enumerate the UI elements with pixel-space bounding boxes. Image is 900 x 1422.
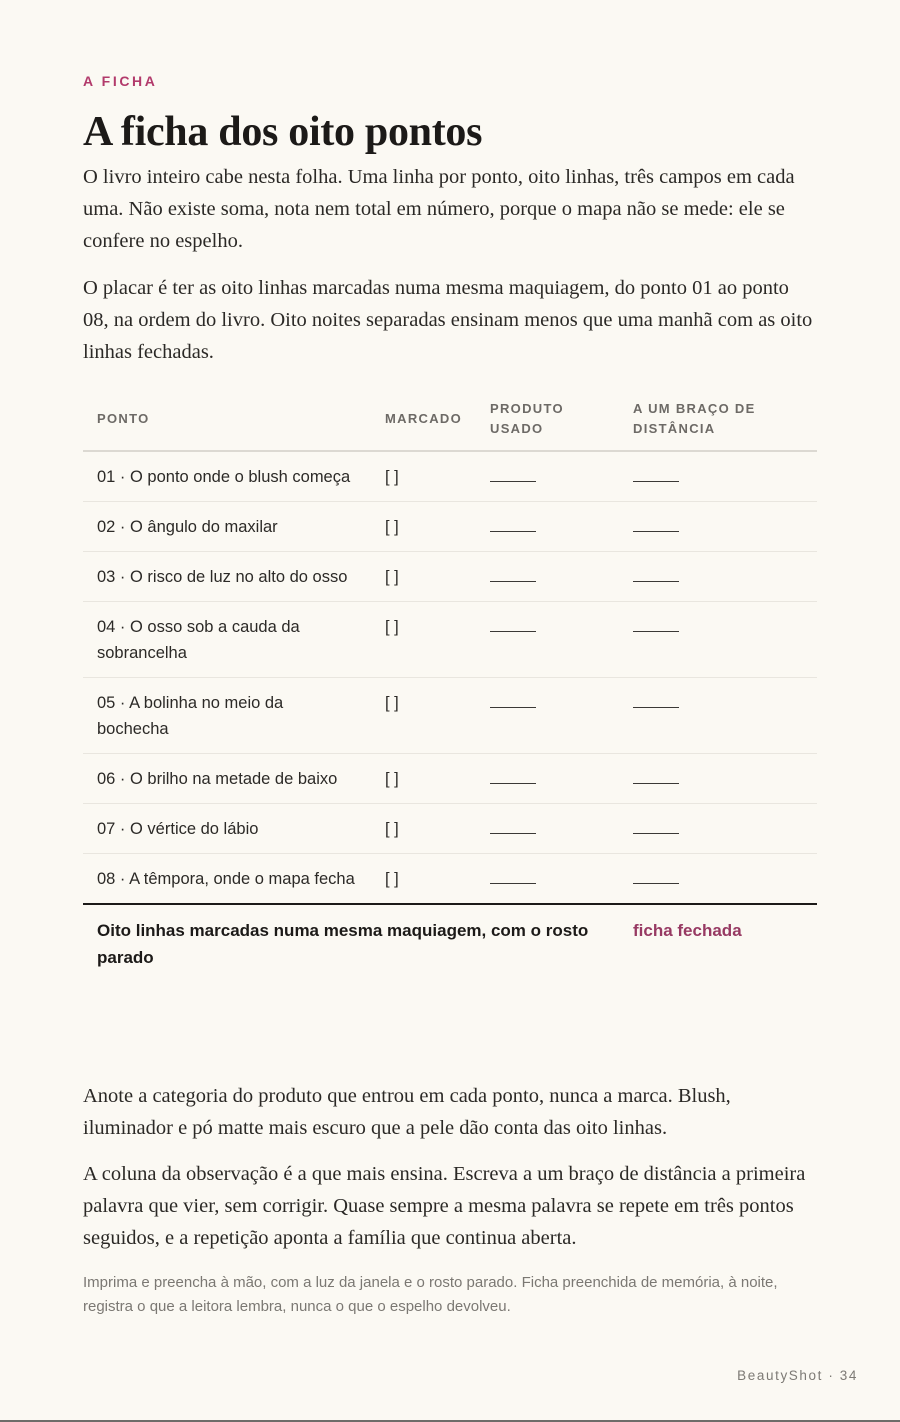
- note-paragraph-2: A coluna da observação é a que mais ensina. Escreva a um braço de distância a primeira palavra que vier, sem corrigir. Quase sempre a mesma palavra se repete em três pontos seguidos, e a repetição aponta a família que continua aberta.: [83, 1163, 806, 1249]
- summary-row: [83, 904, 817, 982]
- table-row: [83, 754, 817, 804]
- blank-produto[interactable]: [476, 678, 619, 754]
- blank-observacao[interactable]: [619, 602, 817, 678]
- point-label: 01 · O ponto onde o blush começa: [83, 451, 371, 502]
- table-row: [83, 502, 817, 552]
- summary-value: ficha fechada: [633, 921, 742, 940]
- table-row: [83, 552, 817, 602]
- point-label: 06 · O brilho na metade de baixo: [83, 754, 371, 804]
- blank-produto[interactable]: [476, 602, 619, 678]
- intro-paragraph-2: O placar é ter as oito linhas marcadas numa mesma maquiagem, do ponto 01 ao ponto 08, na ordem do livro. Oito noites separadas ensinam menos que uma manhã com as oito linhas fechadas.: [83, 277, 813, 363]
- note-paragraph-1: Anote a categoria do produto que entrou em cada ponto, nunca a marca. Blush, iluminador e pó matte mais escuro que a pele dão conta das oito linhas.: [83, 1085, 731, 1139]
- table-row: [83, 602, 817, 678]
- blank-produto[interactable]: [476, 502, 619, 552]
- checkbox-marcado[interactable]: [ ]: [371, 502, 476, 552]
- blank-observacao[interactable]: [619, 754, 817, 804]
- point-label: 04 · O osso sob a cauda da sobrancelha: [83, 602, 371, 678]
- page-title: A ficha dos oito pontos: [83, 109, 483, 155]
- checkbox-marcado[interactable]: [ ]: [371, 451, 476, 502]
- checkbox-marcado[interactable]: [ ]: [371, 678, 476, 754]
- blank-produto[interactable]: [476, 804, 619, 854]
- table-row: [83, 678, 817, 754]
- section-kicker: A FICHA: [83, 73, 158, 89]
- blank-observacao[interactable]: [619, 451, 817, 502]
- blank-observacao[interactable]: [619, 678, 817, 754]
- checkbox-marcado[interactable]: [ ]: [371, 602, 476, 678]
- summary-label: Oito linhas marcadas numa mesma maquiagem, com o rosto parado: [97, 921, 589, 967]
- checkbox-marcado[interactable]: [ ]: [371, 854, 476, 905]
- header-produto-usado: PRODUTO USADO: [476, 386, 619, 451]
- point-label: 05 · A bolinha no meio da bochecha: [83, 678, 371, 754]
- checkbox-marcado[interactable]: [ ]: [371, 804, 476, 854]
- blank-produto[interactable]: [476, 754, 619, 804]
- header-distancia: A UM BRAÇO DE DISTÂNCIA: [619, 386, 817, 451]
- blank-observacao[interactable]: [619, 552, 817, 602]
- point-label: 02 · O ângulo do maxilar: [83, 502, 371, 552]
- intro-paragraph-1: O livro inteiro cabe nesta folha. Uma linha por ponto, oito linhas, três campos em cada uma. Não existe soma, nota nem total em número, porque o mapa não se mede: ele se confere no espelho.: [83, 166, 795, 252]
- table-row: [83, 854, 817, 905]
- table-row: [83, 804, 817, 854]
- checkbox-marcado[interactable]: [ ]: [371, 754, 476, 804]
- point-label: 08 · A têmpora, onde o mapa fecha: [83, 854, 371, 905]
- table-header-row: [83, 386, 817, 451]
- blank-observacao[interactable]: [619, 804, 817, 854]
- footnote: Imprima e preencha à mão, com a luz da janela e o rosto parado. Ficha preenchida de memória, à noite, registra o que a leitora lembra, nunca o que o espelho devolveu.: [83, 1274, 778, 1315]
- header-marcado: MARCADO: [371, 386, 476, 451]
- point-label: 03 · O risco de luz no alto do osso: [83, 552, 371, 602]
- blank-produto[interactable]: [476, 552, 619, 602]
- checkbox-marcado[interactable]: [ ]: [371, 552, 476, 602]
- blank-produto[interactable]: [476, 451, 619, 502]
- points-sheet-table: [83, 386, 817, 982]
- table-row: [83, 451, 817, 502]
- page-folio: BeautyShot · 34: [737, 1368, 858, 1383]
- blank-observacao[interactable]: [619, 502, 817, 552]
- blank-produto[interactable]: [476, 854, 619, 905]
- header-ponto: PONTO: [83, 386, 371, 451]
- blank-observacao[interactable]: [619, 854, 817, 905]
- point-label: 07 · O vértice do lábio: [83, 804, 371, 854]
